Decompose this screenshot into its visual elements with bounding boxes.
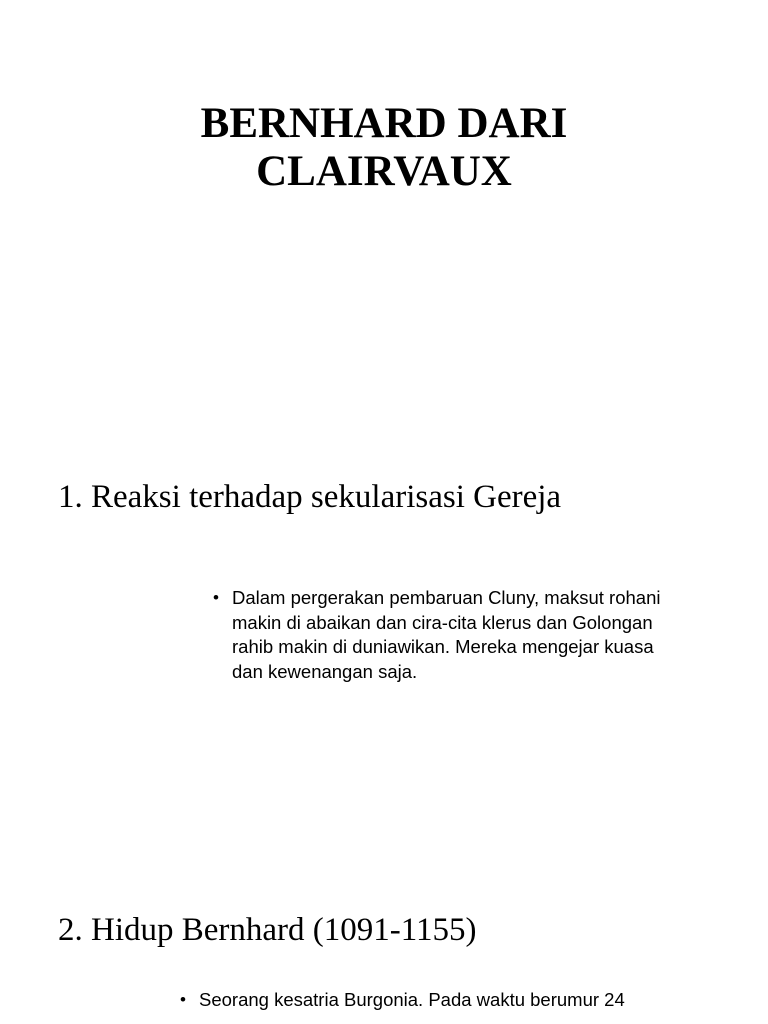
bullet-item [180,988,680,1013]
bullet-dot-icon: • [180,990,186,1009]
slide-hidup-bernhard [0,864,768,1024]
bullet-text: Seorang kesatria Burgonia. Pada waktu berumur 24 [199,989,625,1010]
bullet-dot-icon: • [213,588,219,607]
slide-title [0,0,768,432]
section-heading-1: 1. Reaksi terhadap sekularisasi Gereja [58,479,562,515]
section-heading-2: 2. Hidup Bernhard (1091-1155) [58,912,477,948]
slide-reaksi [0,432,768,864]
title-line-1: BERNHARD DARI [200,100,568,147]
bullet-text: Dalam pergerakan pembaruan Cluny, maksut rohani makin di abaikan dan cira-cita klerus dan Golongan rahib makin di duniawikan. Mereka mengejar kuasa dan kewenangan saja. [232,587,661,682]
bullet-item [213,586,683,684]
document-title [84,100,684,196]
bullet-list-1 [213,586,683,684]
title-line-2: CLAIRVAUX [256,148,512,195]
bullet-list-2 [180,988,680,1013]
